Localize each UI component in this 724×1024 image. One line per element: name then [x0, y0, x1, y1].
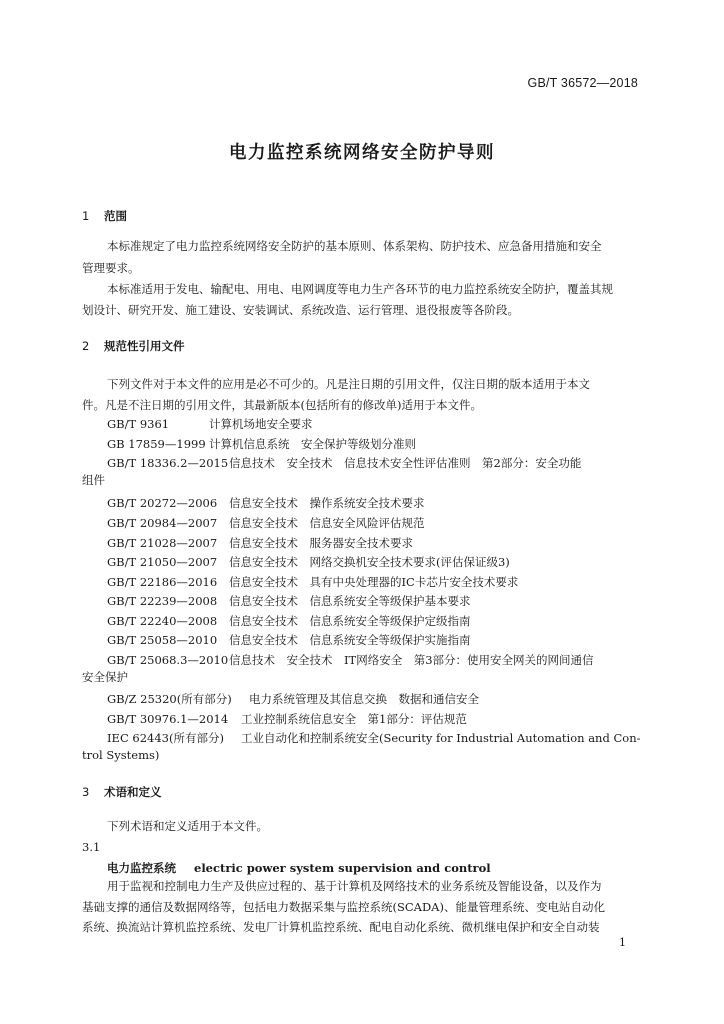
reference-title: 计算机场地安全要求	[209, 417, 313, 431]
term-definition-line: 用于监视和控制电力生产及供应过程的、基于计算机及网络技术的业务系统及智能设备，以及作为	[107, 879, 602, 893]
term-number: 3.1	[82, 840, 101, 854]
section-number: 2	[82, 339, 90, 353]
reference-code: GB/T 9361	[107, 417, 170, 431]
section-title: 范围	[104, 209, 127, 223]
reference-title: 信息安全技术 信息安全风险评估规范	[229, 516, 425, 530]
reference-continuation: trol Systems)	[82, 748, 160, 762]
reference-entry	[107, 495, 425, 511]
reference-title: 信息安全技术 信息系统安全等级保护基本要求	[229, 594, 471, 608]
reference-code: GB/T 22240—2008	[107, 614, 218, 628]
reference-title: 信息安全技术 具有中央处理器的IC卡芯片安全技术要求	[229, 575, 519, 589]
reference-entry	[107, 574, 518, 590]
reference-entry	[107, 535, 413, 551]
standard-code: GB/T 36572—2018	[527, 76, 638, 90]
section-heading-terms	[82, 784, 162, 800]
reference-code: GB/T 22239—2008	[107, 594, 218, 608]
reference-entry	[107, 632, 471, 648]
section-title: 术语和定义	[104, 785, 162, 799]
reference-entry	[107, 613, 471, 629]
reference-code: IEC 62443(所有部分)	[107, 731, 224, 745]
reference-title: 信息技术 安全技术 信息技术安全性评估准则 第2部分：安全功能	[229, 456, 582, 470]
reference-continuation: 安全保护	[82, 670, 128, 684]
reference-title: 信息安全技术 信息系统安全等级保护实施指南	[229, 633, 471, 647]
reference-code: GB/T 21028—2007	[107, 536, 218, 550]
section-heading-normative-references	[82, 338, 185, 354]
reference-code: GB/T 30976.1—2014	[107, 712, 229, 726]
reference-continuation: 组件	[82, 473, 105, 487]
scope-paragraph-line: 本标准适用于发电、输配电、用电、电网调度等电力生产各环节的电力监控系统安全防护，覆盖其规	[107, 282, 613, 296]
term-definition-line: 系统、换流站计算机监控系统、发电厂计算机监控系统、配电自动化系统、微机继电保护和安全自动装	[82, 920, 600, 934]
reference-code: GB 17859—1999	[107, 437, 206, 451]
scope-paragraph-line: 本标准规定了电力监控系统网络安全防护的基本原则、体系架构、防护技术、应急备用措施和安全	[107, 239, 602, 253]
reference-entry	[107, 593, 471, 609]
section-number: 1	[82, 209, 90, 223]
normative-intro-line: 件。凡是不注日期的引用文件，其最新版本(包括所有的修改单)适用于本文件。	[82, 398, 482, 412]
reference-entry	[107, 730, 641, 746]
term-english: electric power system supervision and control	[194, 861, 491, 875]
reference-title: 工业控制系统信息安全 第1部分：评估规范	[241, 712, 467, 726]
reference-title: 计算机信息系统 安全保护等级划分准则	[209, 437, 416, 451]
terms-intro: 下列术语和定义适用于本文件。	[107, 819, 268, 833]
reference-code: GB/T 20272—2006	[107, 496, 218, 510]
reference-entry	[107, 455, 581, 471]
reference-title: 信息安全技术 操作系统安全技术要求	[229, 496, 425, 510]
section-title: 规范性引用文件	[104, 339, 185, 353]
reference-entry	[107, 691, 479, 707]
reference-title: 信息安全技术 服务器安全技术要求	[229, 536, 413, 550]
reference-entry	[107, 554, 510, 570]
reference-code: GB/T 25058—2010	[107, 633, 218, 647]
reference-entry	[107, 436, 416, 452]
reference-title: 工业自动化和控制系统安全(Security for Industrial Automation and Con-	[241, 731, 641, 745]
section-heading-scope	[82, 208, 127, 224]
reference-code: GB/T 18336.2—2015	[107, 456, 229, 470]
reference-title: 电力系统管理及其信息交换 数据和通信安全	[249, 692, 479, 706]
scope-paragraph-line: 划设计、研究开发、施工建设、安装调试、系统改造、运行管理、退役报废等各阶段。	[82, 303, 519, 317]
reference-title: 信息技术 安全技术 IT网络安全 第3部分：使用安全网关的网间通信	[229, 653, 594, 667]
term-heading	[107, 860, 491, 876]
reference-entry	[107, 515, 425, 531]
section-number: 3	[82, 785, 90, 799]
reference-entry	[107, 416, 313, 432]
normative-intro-line: 下列文件对于本文件的应用是必不可少的。凡是注日期的引用文件，仅注日期的版本适用于本文	[107, 377, 590, 391]
term-definition-line: 基础支撑的通信及数据网络等，包括电力数据采集与监控系统(SCADA)、能量管理系统、变电站自动化	[82, 900, 605, 914]
term-chinese: 电力监控系统	[107, 861, 176, 875]
reference-code: GB/T 21050—2007	[107, 555, 218, 569]
reference-title: 信息安全技术 信息系统安全等级保护定级指南	[229, 614, 471, 628]
reference-title: 信息安全技术 网络交换机安全技术要求(评估保证级3)	[229, 555, 510, 569]
reference-entry	[107, 652, 594, 668]
reference-code: GB/Z 25320(所有部分)	[107, 692, 232, 706]
page-number: 1	[619, 936, 626, 949]
reference-code: GB/T 20984—2007	[107, 516, 218, 530]
reference-code: GB/T 22186—2016	[107, 575, 218, 589]
document-title: 电力监控系统网络安全防护导则	[229, 143, 495, 163]
reference-entry	[107, 711, 467, 727]
scope-paragraph-line: 管理要求。	[82, 261, 140, 275]
reference-code: GB/T 25068.3—2010	[107, 653, 229, 667]
